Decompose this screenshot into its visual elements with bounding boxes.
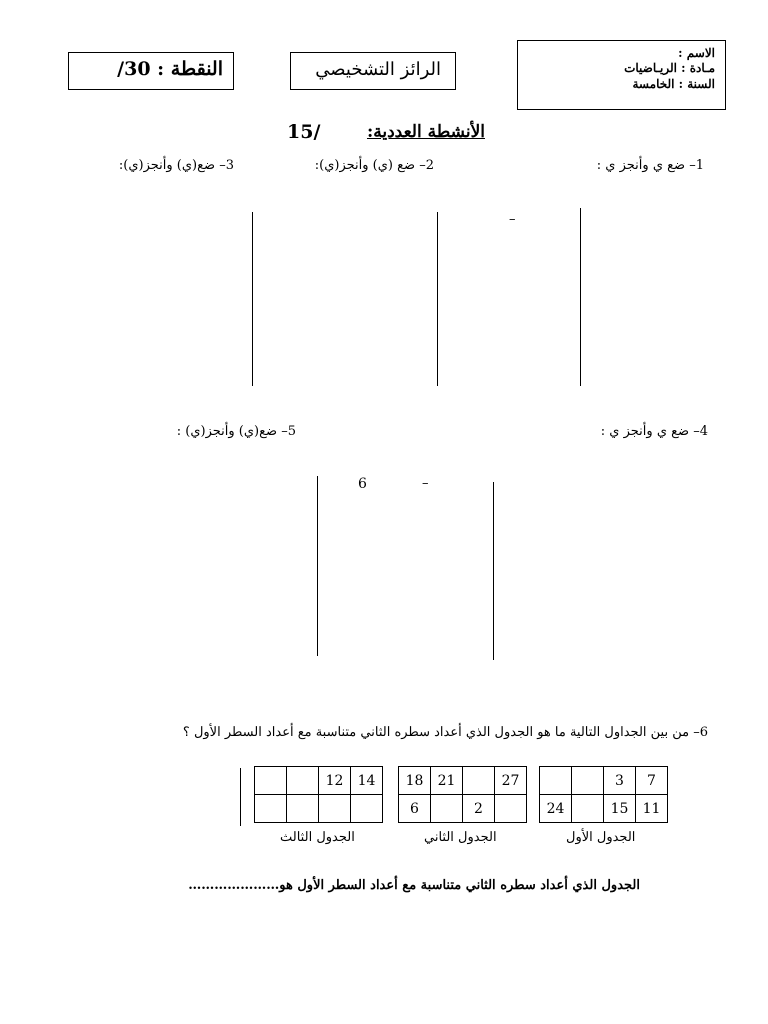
- table-second: [398, 766, 527, 823]
- table-row: [255, 795, 383, 823]
- subject-label: مـادة : الريـاضيات: [624, 61, 715, 75]
- table-cell: [255, 767, 287, 795]
- work-area-divider-1: [580, 208, 581, 386]
- table-second-caption: الجدول الثاني: [424, 830, 497, 845]
- table-cell: [540, 767, 572, 795]
- table-row: [255, 767, 383, 795]
- subtraction-sign: –: [509, 212, 516, 227]
- table-row: [540, 795, 668, 823]
- table-third-caption: الجدول الثالث: [280, 830, 355, 845]
- exercise-3-label: 3– ضع(ي) وأنجز(ي):: [118, 158, 234, 173]
- table-cell: 3: [604, 767, 636, 795]
- question-6-text: 6– من بين الجداول التالية ما هو الجدول الذي أعداد سطره الثاني متناسبة مع أعداد السطر الأول ؟: [182, 725, 708, 740]
- table-cell: 7: [636, 767, 668, 795]
- title-box: [290, 52, 456, 90]
- exercise-2-label: 2– ضع (ي) وأنجز(ي):: [314, 158, 434, 173]
- table-cell: 14: [351, 767, 383, 795]
- section-score: 15/: [287, 121, 321, 143]
- table-margin-line: [240, 768, 241, 826]
- table-cell: [463, 767, 495, 795]
- table-row: [540, 767, 668, 795]
- table-cell: 27: [495, 767, 527, 795]
- table-cell: [572, 795, 604, 823]
- table-cell: 12: [319, 767, 351, 795]
- table-cell: 15: [604, 795, 636, 823]
- table-cell: 11: [636, 795, 668, 823]
- table-first: [539, 766, 668, 823]
- student-info-box: [517, 40, 726, 110]
- exercise-5-label: 5– ضع(ي) وأنجز(ي) :: [176, 424, 296, 439]
- table-cell: 6: [399, 795, 431, 823]
- table-cell: 18: [399, 767, 431, 795]
- table-cell: [287, 795, 319, 823]
- table-first-caption: الجدول الأول: [566, 830, 636, 845]
- section-heading: الأنشطة العددية:: [366, 122, 485, 142]
- table-row: [399, 767, 527, 795]
- division-divisor: 6: [358, 476, 367, 492]
- test-title: الرائز التشخيصي: [315, 59, 441, 80]
- table-cell: [319, 795, 351, 823]
- work-area-divider-3: [252, 212, 253, 386]
- subtraction-sign-2: –: [422, 476, 429, 491]
- table-cell: [351, 795, 383, 823]
- student-name-field[interactable]: الاسم :: [678, 46, 715, 60]
- table-cell: 21: [431, 767, 463, 795]
- work-area-divider-2: [437, 212, 438, 386]
- table-third: [254, 766, 383, 823]
- table-cell: [287, 767, 319, 795]
- work-area-divider-4: [493, 482, 494, 660]
- year-label: السنة : الخامسة: [632, 77, 715, 91]
- table-cell: [431, 795, 463, 823]
- table-cell: [255, 795, 287, 823]
- answer-line[interactable]: الجدول الذي أعداد سطره الثاني متناسبة مع أعداد السطر الأول هو…………………: [188, 878, 640, 893]
- work-area-divider-5: [317, 476, 318, 656]
- table-cell: [495, 795, 527, 823]
- table-cell: 2: [463, 795, 495, 823]
- table-row: [399, 795, 527, 823]
- table-cell: [572, 767, 604, 795]
- exercise-4-label: 4– ضع ي وأنجز ي :: [600, 424, 708, 439]
- score-box: [68, 52, 234, 90]
- exercise-1-label: 1– ضع ي وأنجز ي :: [596, 158, 704, 173]
- table-cell: 24: [540, 795, 572, 823]
- total-score: النقطة : 30/: [117, 58, 223, 80]
